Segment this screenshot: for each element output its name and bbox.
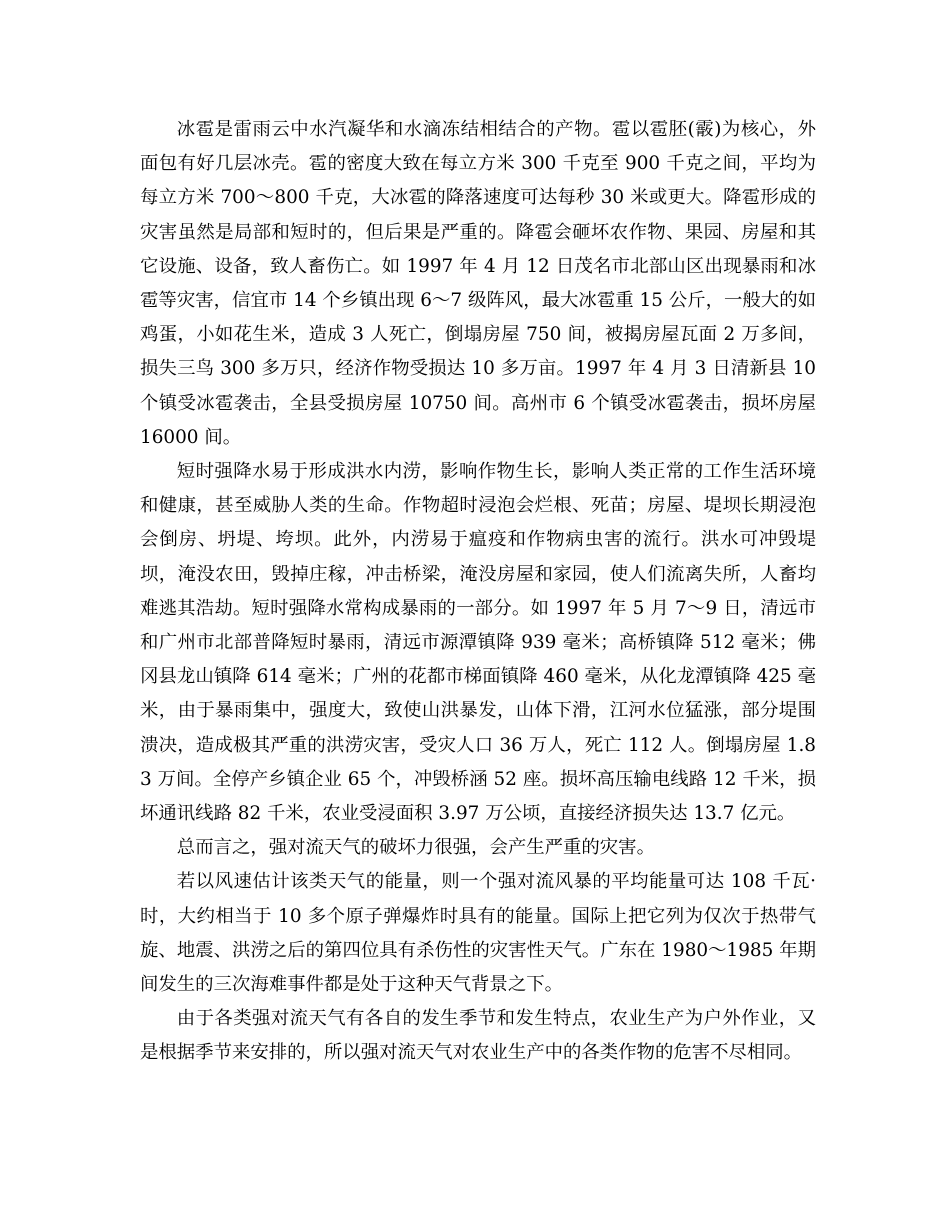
document-body	[140, 113, 816, 1071]
paragraph-agriculture: 由于各类强对流天气有各自的发生季节和发生特点，农业生产为户外作业，又是根据季节来安排的，所以强对流天气对农业生产中的各类作物的危害不尽相同。	[140, 1008, 816, 1064]
paragraph-summary: 总而言之，强对流天气的破坏力很强，会产生严重的灾害。	[176, 837, 655, 859]
paragraph-hail: 冰雹是雷雨云中水汽凝华和水滴冻结相结合的产物。雹以雹胚(霰)为核心，外面包有好几层冰壳。雹的密度大致在每立方米 300 千克至 900 千克之间，平均为每立方米 700～800 千克，大冰雹的降落速度可达每秒 30 米或更大。降雹形成的灾害虽然是局部和短时的，但后果是严重的。降雹会砸坏农作物、果园、房屋和其它设施、设备，致人畜伤亡。如 1997 年 4 月 12 日茂名市北部山区出现暴雨和冰雹等灾害，信宜市 14 个乡镇出现 6～7 级阵风，最大冰雹重 15 公斤，一般大的如鸡蛋，小如花生米，造成 3 人死亡，倒塌房屋 750 间，被揭房屋瓦面 2 万多间，损失三鸟 300 多万只，经济作物受损达 10 多万亩。1997 年 4 月 3 日清新县 10 个镇受冰雹袭击，全县受损房屋 10750 间。高州市 6 个镇受冰雹袭击，损坏房屋 16000 间。	[140, 119, 816, 448]
paragraph-heavy-rain: 短时强降水易于形成洪水内涝，影响作物生长，影响人类正常的工作生活环境和健康，甚至威胁人类的生命。作物超时浸泡会烂根、死苗；房屋、堤坝长期浸泡会倒房、坍堤、垮坝。此外，内涝易于瘟疫和作物病虫害的流行。洪水可冲毁堤坝，淹没农田，毁掉庄稼，冲击桥梁，淹没房屋和家园，使人们流离失所，人畜均难逃其浩劫。短时强降水常构成暴雨的一部分。如 1997 年 5 月 7～9 日，清远市和广州市北部普降短时暴雨，清远市源潭镇降 939 毫米；高桥镇降 512 毫米；佛冈县龙山镇降 614 毫米；广州的花都市梯面镇降 460 毫米，从化龙潭镇降 425 毫米，由于暴雨集中，强度大，致使山洪暴发，山体下滑，江河水位猛涨，部分堤围溃决，造成极其严重的洪涝灾害，受灾人口 36 万人，死亡 112 人。倒塌房屋 1.83 万间。全停产乡镇企业 65 个，冲毁桥涵 52 座。损坏高压输电线路 12 千米，损坏通讯线路 82 千米，农业受浸面积 3.97 万公顷，直接经济损失达 13.7 亿元。	[140, 461, 816, 825]
paragraph-energy: 若以风速估计该类天气的能量，则一个强对流风暴的平均能量可达 108 千瓦·时，大约相当于 10 多个原子弹爆炸时具有的能量。国际上把它列为仅次于热带气旋、地震、洪涝之后的第四位具有杀伤性的灾害性天气。广东在 1980～1985 年期间发生的三次海难事件都是处于这种天气背景之下。	[140, 871, 816, 996]
